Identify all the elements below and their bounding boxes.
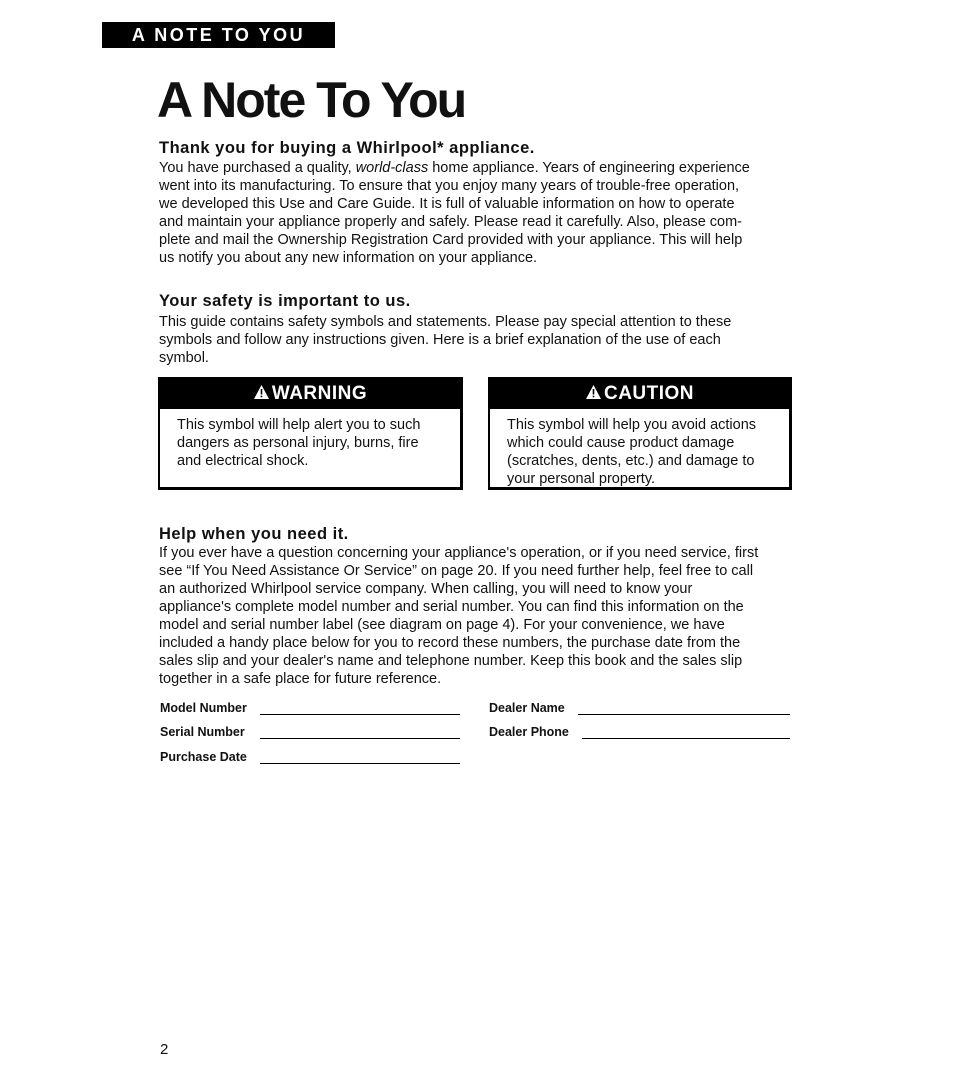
page-number: 2	[160, 1041, 169, 1058]
warning-triangle-icon	[253, 380, 270, 410]
dealer-name-label: Dealer Name	[489, 701, 565, 715]
dealer-name-field[interactable]	[578, 714, 790, 715]
thanks-line: we developed this Use and Care Guide. It is full of valuable information on how to operate	[159, 196, 735, 212]
thanks-line: went into its manufacturing. To ensure that you enjoy many years of trouble-free operation,	[159, 178, 740, 194]
dealer-phone-field[interactable]	[582, 738, 790, 739]
warning-line: dangers as personal injury, burns, fire	[177, 435, 419, 451]
caution-line: your personal property.	[507, 471, 656, 487]
help-line: sales slip and your dealer's name and telephone number. Keep this book and the sales slip	[159, 653, 743, 669]
model-number-field[interactable]	[260, 714, 460, 715]
thanks-line: us notify you about any new information on your appliance.	[159, 250, 538, 266]
caution-line: (scratches, dents, etc.) and damage to	[507, 453, 755, 469]
thanks-paragraph	[159, 159, 794, 267]
serial-number-field[interactable]	[260, 738, 460, 739]
help-line: model and serial number label (see diagram on page 4). For your convenience, we have	[159, 617, 725, 633]
thanks-line: and maintain your appliance properly and safely. Please read it carefully. Also, please com-	[159, 214, 743, 230]
purchase-date-field[interactable]	[260, 763, 460, 764]
warning-label: WARNING	[271, 383, 368, 404]
caution-label: CAUTION	[603, 383, 695, 404]
dealer-phone-label: Dealer Phone	[489, 725, 569, 739]
help-line: If you ever have a question concerning your appliance's operation, or if you need service, first	[159, 545, 759, 561]
caution-line: This symbol will help you avoid actions	[507, 417, 757, 433]
help-line: together in a safe place for future reference.	[159, 671, 442, 687]
help-line: an authorized Whirlpool service company. When calling, you will need to know your	[159, 581, 693, 597]
purchase-date-label: Purchase Date	[160, 750, 247, 764]
safety-line: This guide contains safety symbols and statements. Please pay special attention to these	[159, 314, 732, 330]
help-line: see “If You Need Assistance Or Service” on page 20. If you need further help, feel free to call	[159, 563, 754, 579]
caution-text	[507, 416, 773, 488]
help-line: appliance's complete model number and serial number. You can find this information on the	[159, 599, 744, 615]
serial-number-label: Serial Number	[160, 725, 245, 739]
warning-line: This symbol will help alert you to such	[177, 417, 421, 433]
help-heading: Help when you need it.	[159, 525, 349, 543]
model-number-label: Model Number	[160, 701, 247, 715]
warning-line: and electrical shock.	[177, 453, 309, 469]
safety-heading: Your safety is important to us.	[159, 292, 411, 310]
warning-box	[158, 377, 463, 490]
thanks-line: plete and mail the Ownership Registration Card provided with your appliance. This will help	[159, 232, 743, 248]
thanks-line: You have purchased a quality, world-class home appliance. Years of engineering experience	[159, 160, 750, 176]
page-title: A Note To You	[157, 72, 466, 128]
caution-box	[488, 377, 792, 490]
safety-paragraph	[159, 313, 794, 367]
safety-line: symbol.	[159, 350, 209, 366]
emphasis-text: world-class	[355, 160, 429, 176]
section-tab-banner: A NOTE TO YOU	[102, 22, 335, 48]
help-line: included a handy place below for you to record these numbers, the purchase date from the	[159, 635, 741, 651]
help-paragraph	[159, 544, 799, 688]
caution-line: which could cause product damage	[507, 435, 735, 451]
safety-line: symbols and follow any instructions given. Here is a brief explanation of the use of each	[159, 332, 721, 348]
warning-header	[160, 379, 460, 409]
warning-triangle-icon	[585, 380, 602, 410]
caution-header	[490, 379, 789, 409]
thanks-heading: Thank you for buying a Whirlpool* appliance.	[159, 139, 535, 157]
warning-text	[177, 416, 444, 470]
